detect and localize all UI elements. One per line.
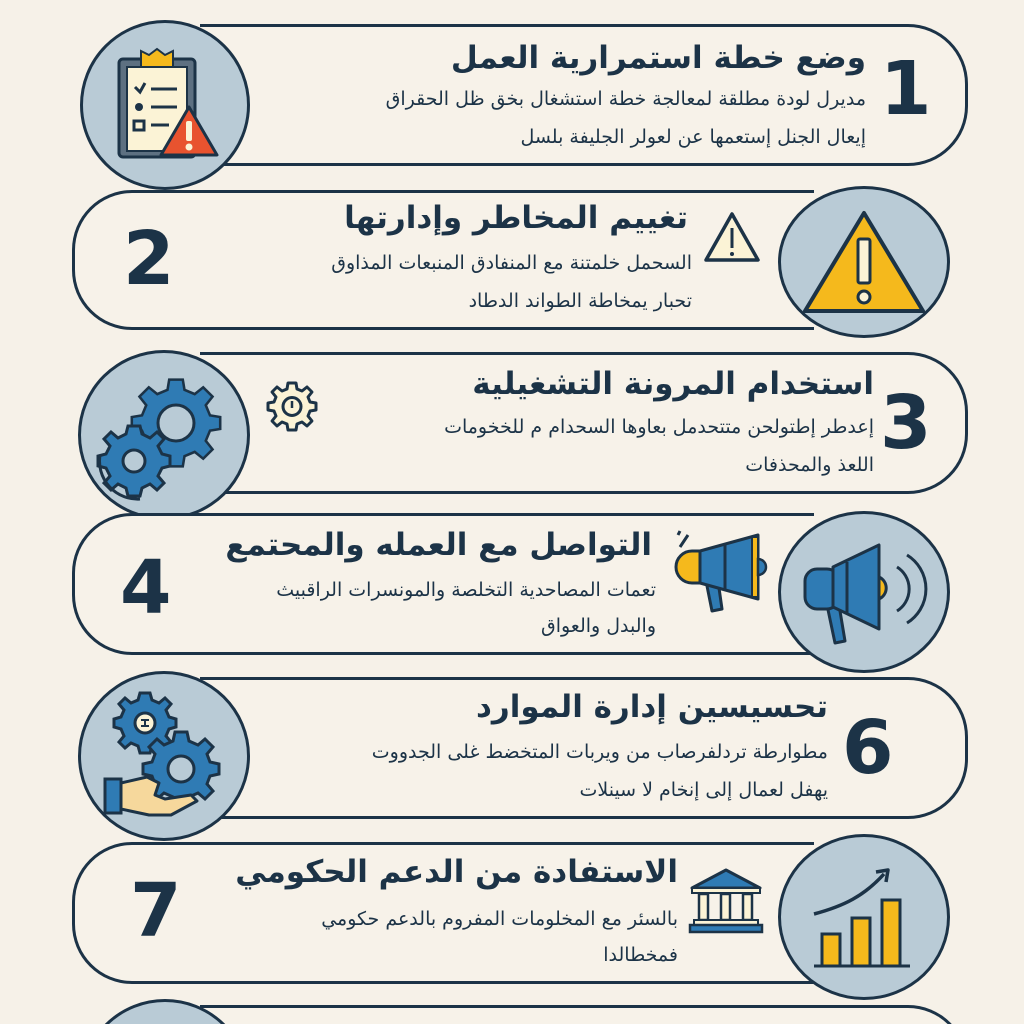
step-6-desc-line1: مطوارطة تردلفرصاب من ويربات المتخضط غلى الجدووت	[371, 741, 828, 763]
step-7-circle	[778, 834, 950, 1000]
step-4-desc-line2: والبدل والعواق	[540, 615, 656, 637]
step-8-card	[200, 1005, 968, 1024]
gears-icon	[94, 365, 234, 505]
step-4-number: 4	[120, 545, 172, 631]
megaphone-icon	[799, 537, 929, 647]
step-8-partial	[0, 995, 1024, 1024]
step-2-desc-line2: تحبار يمخاطة الطواند الدطاد	[468, 290, 692, 312]
step-1-desc-line2: إيعال الجنل إستعمها عن لعولر الجليفة بلسل	[520, 126, 866, 148]
hand-gears-icon	[99, 691, 229, 821]
bank-building-icon	[688, 866, 764, 934]
step-7-desc-line2: فمخطالدا	[603, 944, 678, 966]
step-2-circle	[778, 186, 950, 338]
small-gear-icon	[266, 380, 318, 432]
step-3-desc-line1: إعدطر إطتولحن متتحدمل بعاوها السحدام م للخخومات	[444, 416, 874, 438]
growth-chart-icon	[804, 862, 924, 972]
step-6-circle	[78, 671, 250, 841]
step-4-title: التواصل مع العمله والمحتمع	[225, 527, 652, 563]
step-2	[0, 180, 1024, 340]
step-7-desc-line1: بالسئر مع المخلومات المفروم بالدعم حكومي	[321, 908, 678, 930]
small-warning-icon	[702, 210, 762, 266]
step-1-title: وضع خطة استمرارية العمل	[450, 40, 866, 76]
step-7-number: 7	[130, 868, 182, 954]
step-1-number: 1	[880, 46, 932, 132]
step-1-circle	[80, 20, 250, 190]
step-6	[0, 665, 1024, 835]
step-6-number: 6	[842, 705, 894, 791]
step-4	[0, 505, 1024, 670]
step-3-circle	[78, 350, 250, 520]
step-6-title: تحسيسين إدارة الموارد	[475, 689, 828, 725]
step-1-desc-line1: مديرل لودة مطلقة لمعالجة خطة استشغال بخق ظل الحقراق	[385, 88, 866, 110]
step-3-desc-line2: اللعذ والمحذفات	[745, 454, 874, 476]
step-2-number: 2	[123, 216, 175, 302]
step-2-title: تغييم المخاطر وإدارتها	[344, 200, 688, 236]
step-3	[0, 340, 1024, 510]
step-3-title: استخدام المرونة التشغيلية	[472, 366, 874, 402]
step-1	[0, 0, 1024, 180]
step-7	[0, 830, 1024, 1000]
step-6-desc-line2: يهفل لعمال إلى إنخام لا سينلات	[579, 779, 828, 801]
step-4-circle	[778, 511, 950, 673]
clipboard-warning-icon	[105, 45, 225, 165]
small-megaphone-icon	[670, 525, 770, 617]
step-4-desc-line1: تعمات المصاحدية التخلصة والمونسرات الراقبيث	[276, 579, 656, 601]
step-3-number: 3	[880, 380, 932, 466]
step-7-title: الاستفادة من الدعم الحكومي	[235, 854, 678, 890]
warning-triangle-icon	[799, 207, 929, 317]
step-2-desc-line1: السحمل خلمتنة مع المنفادق المنبعات المذاوق	[331, 252, 692, 274]
